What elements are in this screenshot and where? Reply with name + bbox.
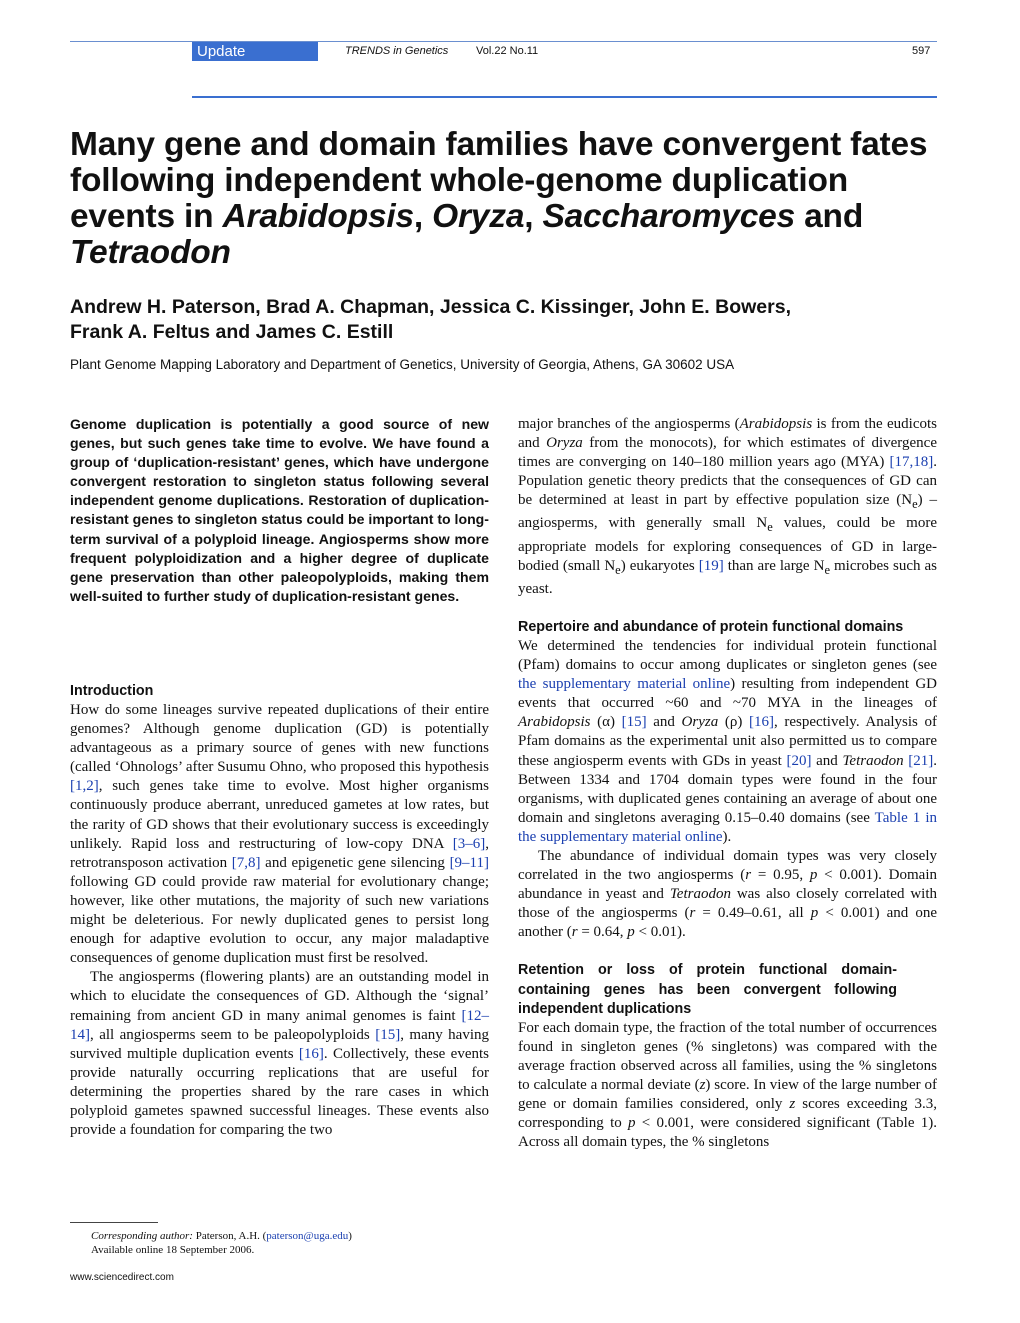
intro-paragraph-1: How do some lineages survive repeated duplications of their entire genomes? Although genome duplication (GD) is potentially advantageous as a primary source of genes with new functions (called ‘Ohnologs’ after Susumu Ohno, who proposed this hypothesis [1,2], such genes take time to evolve. Most higher organisms continuously produce aberrant, unreduced gametes at low rates, but the rarity of GD shows that their evolutionary success is exceedingly unlikely. Rapid loss and restructuring of low-copy DNA [3–6], retrotransposon activation [7,8] and epigenetic gene silencing [9–11] following GD could provide raw material for evolutionary change; however, like other mutations, the majority of such new variations might be deleterious. For newly duplicated genes to persist long enough for adaptive evolution to occur, any major maladaptive consequences of genome duplication must first be resolved. — [70, 702, 489, 967]
journal-volume: Vol.22 No.11 — [476, 45, 539, 57]
section-heading-repertoire: Repertoire and abundance of protein functional domains — [518, 618, 904, 635]
repertoire-paragraph: We determined the tendencies for individual protein functional (Pfam) domains to occur among duplicates or singleton genes (see the supplementary material online) resulting from independent GD events that occurred ~60 and ~70 MYA in the lineages of Arabidopsis (α) [15] and Oryza (ρ) [16], respectively. Analysis of Pfam domains as the experimental unit also permitted us to compare these angiosperm events with GDs in yeast [20] and Tetraodon [21]. Between 1334 and 1704 domain types were found in the four organisms, with duplicated genes containing an average of about one domain and singletons averaging 0.15–0.40 domains (see Table 1 in the supplementary material online). — [518, 637, 938, 845]
citation-link[interactable]: [21] — [908, 752, 934, 769]
citation-link[interactable]: [15] — [375, 1026, 401, 1043]
page-number: 597 — [912, 45, 931, 57]
section-heading-retention: Retention or loss of protein functional domain-containing genes has been convergent following independent duplications — [518, 962, 897, 1017]
supplementary-table-link[interactable]: Table 1 in the supplementary material online — [518, 809, 938, 845]
affiliation: Plant Genome Mapping Laboratory and Department of Genetics, University of Georgia, Athens, GA 30602 USA — [70, 357, 735, 372]
citation-link[interactable]: [15] — [621, 714, 647, 731]
article-title: Many gene and domain families have convergent fates following independent whole-genome duplication events in Arabidopsis, Oryza, Saccharomyces and Tetraodon — [70, 126, 928, 271]
author-list: Andrew H. Paterson, Brad A. Chapman, Jessica C. Kissinger, John E. Bowers, Frank A. Feltus and James C. Estill — [70, 296, 791, 343]
intro-paragraph-2: The angiosperms (flowering plants) are an outstanding model in which to elucidate the consequences of GD. Although the ‘signal’ remaining from ancient GD in many animal genomes is faint [12–14], all angiosperms seem to be paleopolyploids [15], many having survived multiple duplication events [16]. Collectively, these events provide naturally occurring replications that are useful for determining the properties shared by the rare cases in which polyploid gametes spawned successful lineages. These events also provide a foundation for comparing the two — [70, 969, 490, 1139]
citation-link[interactable]: [19] — [698, 557, 724, 574]
citation-link[interactable]: [20] — [786, 752, 812, 769]
intro-heading: Introduction — [70, 683, 154, 699]
right-column — [518, 415, 937, 1152]
footer-url[interactable]: www.sciencedirect.com — [70, 1272, 174, 1283]
footnote-rule — [70, 1222, 158, 1223]
citation-link[interactable]: [16] — [748, 714, 774, 731]
citation-link[interactable]: [1,2] — [70, 778, 99, 795]
citation-link[interactable]: [9–11] — [449, 854, 489, 871]
header-blue-rule — [192, 96, 937, 98]
journal-name: TRENDS in Genetics — [345, 45, 449, 57]
retention-paragraph: For each domain type, the fraction of the total number of occurrences found in singleton genes (% singletons) was compared with the average fraction observed across all families, using the % singletons to calculate a normal deviate (z) score. In view of the large number of gene or domain families considered, only z scores exceeding 3.3, corresponding to p < 0.001, were considered significant (Table 1). Across all domain types, the % singletons — [518, 1019, 938, 1151]
continued-paragraph: major branches of the angiosperms (Arabidopsis is from the eudicots and Oryza from the monocots), for which estimates of divergence times are converging on 140–180 million years ago (MYA) [17,18]. Population genetic theory predicts that the consequences of GD can be determined at least in part by effective population size $(N_e)$ – angiosperms, with generally small $N_e$ values, could be more appropriate models for exploring consequences of GD in large-bodied (small $N_e$) eukaryotes [19] than are large $N_e$ microbes such as yeast. — [518, 416, 937, 597]
corresponding-author: Corresponding author: Paterson, A.H. (paterson@uga.edu) — [91, 1230, 352, 1242]
email-link[interactable]: paterson@uga.edu — [266, 1230, 349, 1242]
citation-link[interactable]: [7,8] — [231, 854, 261, 871]
supplementary-link[interactable]: the supplementary material online — [518, 676, 731, 693]
abstract: Genome duplication is potentially a good source of new genes, but such genes take time to evolve. We have found a group of ‘duplication-resistant’ genes, which have undergone convergent restoration to singleton status following several independent genome duplications. Restoration of duplication-resistant genes to singleton status could be important to long-term survival of a polyploid lineage. Angiosperms show more frequent polyploidization and a higher degree of duplicate gene preservation than other paleopolyploids, making them well-suited to further study of duplication-resistant genes. — [70, 416, 489, 604]
citation-link[interactable]: [17,18] — [889, 454, 934, 471]
available-online: Available online 18 September 2006. — [91, 1244, 255, 1256]
citation-link[interactable]: [12–14] — [70, 1007, 489, 1043]
intro-body — [70, 701, 489, 1140]
section-tab: Update — [192, 42, 318, 61]
citation-link[interactable]: [16] — [298, 1045, 324, 1062]
citation-link[interactable]: [3–6] — [452, 835, 486, 852]
abundance-paragraph: The abundance of individual domain types was very closely correlated in the two angiosperms (r = 0.95, p < 0.001). Domain abundance in yeast and Tetraodon was also closely correlated with those of the angiosperms (r = 0.49–0.61, all p < 0.001) and one another (r = 0.64, p < 0.01). — [518, 847, 938, 941]
